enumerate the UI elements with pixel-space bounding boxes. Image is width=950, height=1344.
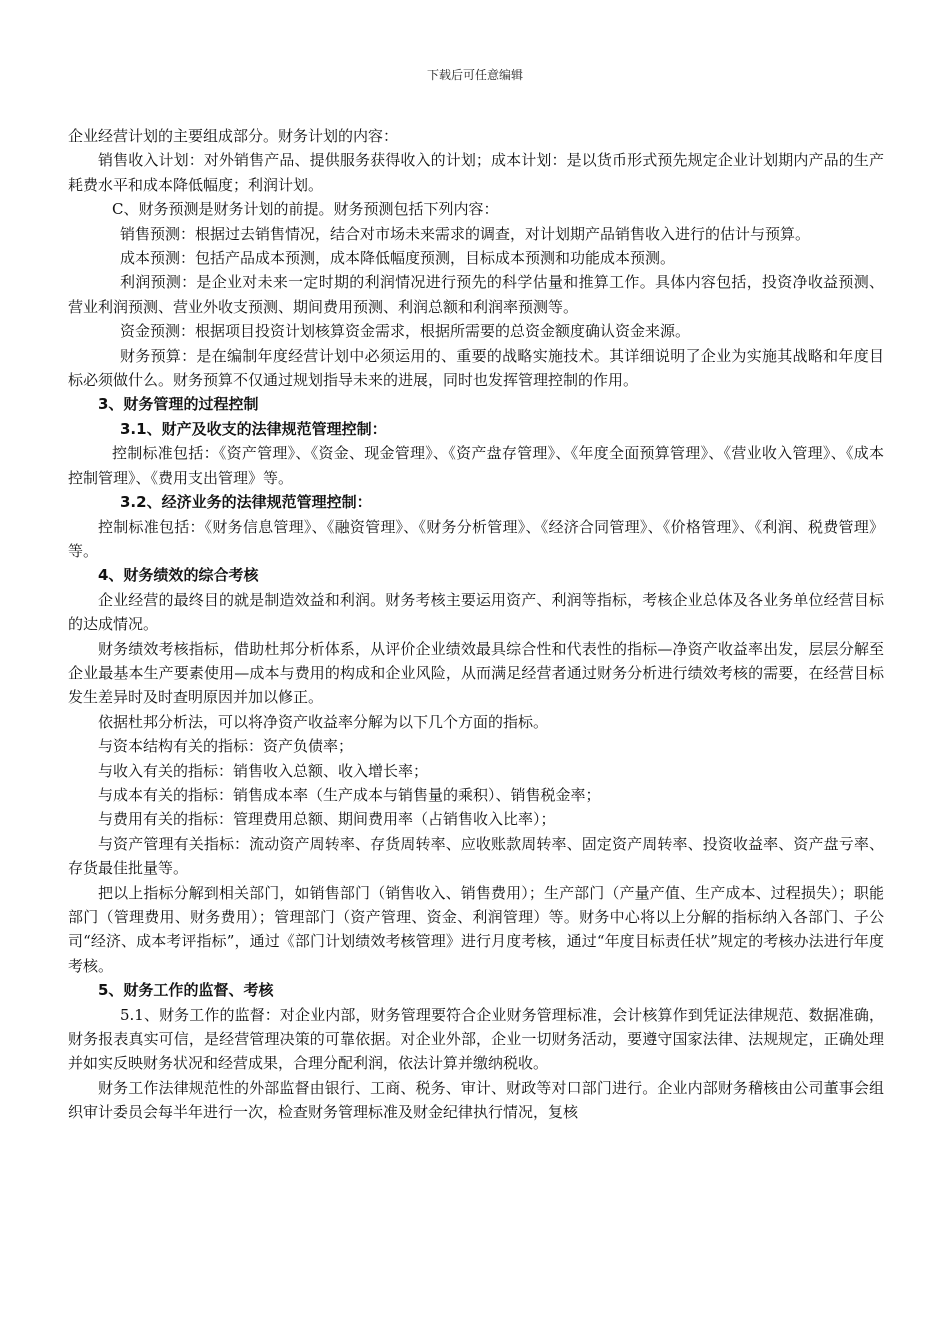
section-heading: 5、财务工作的监督、考核 (98, 981, 274, 1000)
section-heading: 3、财务管理的过程控制 (98, 395, 259, 414)
section-heading: 4、财务绩效的综合考核 (98, 566, 259, 585)
page-header: 下载后可任意编辑 (426, 68, 523, 82)
paragraph: 依据杜邦分析法，可以将净资产收益率分解为以下几个方面的指标。 (98, 712, 549, 731)
paragraph: 与收入有关的指标：销售收入总额、收入增长率； (98, 761, 429, 780)
paragraph: 企业经营计划的主要组成部分。财务计划的内容： (68, 127, 399, 145)
paragraph: 与费用有关的指标：管理费用总额、期间费用率（占销售收入比率）； (98, 810, 556, 829)
paragraph: 与成本有关的指标：销售成本率（生产成本与销售量的乘积）、销售税金率； (98, 785, 601, 804)
paragraph: 企业经营的最终目的就是制造效益和利润。财务考核主要运用资产、利润等指标，考核企业总体及各业务单位经营目标的达成情况。 (68, 590, 884, 634)
paragraph: 财务绩效考核指标，借助杜邦分析体系，从评价企业绩效最具综合性和代表性的指标—净资产收益率出发，层层分解至企业最基本生产要素使用—成本与费用的构成和企业风险，从而满足经营者通过财务分析进行绩效考核的需要，在经营目标发生差异时及时查明原因并加以修正。 (68, 639, 884, 707)
paragraph: 成本预测：包括产品成本预测，成本降低幅度预测，目标成本预测和功能成本预测。 (120, 249, 676, 268)
paragraph: C、财务预测是财务计划的前提。财务预测包括下列内容： (112, 200, 499, 219)
paragraph: 财务预算：是在编制年度经营计划中必须运用的、重要的战略实施技术。其详细说明了企业为实施其战略和年度目标必须做什么。财务预算不仅通过规划指导未来的进展，同时也发挥管理控制的作用。 (68, 346, 884, 390)
paragraph: 控制标准包括：《财务信息管理》、《融资管理》、《财务分析管理》、《经济合同管理》、《价格管理》、《利润、税费管理》等。 (68, 517, 884, 560)
section-heading: 3.1、财产及收支的法律规范管理控制： (120, 419, 387, 438)
document-body (68, 124, 884, 1125)
paragraph: 财务工作法律规范性的外部监督由银行、工商、税务、审计、财政等对口部门进行。企业内部财务稽核由公司董事会组织审计委员会每半年进行一次，检查财务管理标准及财金纪律执行情况，复核 (68, 1078, 884, 1122)
section-heading: 3.2、经济业务的法律规范管理控制： (120, 493, 372, 512)
paragraph: 5.1、财务工作的监督：对企业内部，财务管理要符合企业财务管理标准，会计核算作到凭证法律规范、数据准确，财务报表真实可信，是经营管理决策的可靠依据。对企业外部，企业一切财务活动，要遵守国家法律、法规规定，正确处理并如实反映财务状况和经营成果，合理分配利润，依法计算并缴纳税收。 (68, 1005, 884, 1073)
paragraph: 销售预测：根据过去销售情况，结合对市场未来需求的调查，对计划期产品销售收入进行的估计与预算。 (120, 224, 811, 243)
paragraph: 利润预测：是企业对未来一定时期的利润情况进行预先的科学估量和推算工作。具体内容包括，投资净收益预测、营业利润预测、营业外收支预测、期间费用预测、利润总额和利润率预测等。 (68, 273, 884, 316)
paragraph: 控制标准包括：《资产管理》、《资金、现金管理》、《资产盘存管理》、《年度全面预算管理》、《营业收入管理》、《成本控制管理》、《费用支出管理》等。 (68, 444, 884, 487)
paragraph: 销售收入计划：对外销售产品、提供服务获得收入的计划；成本计划：是以货币形式预先规定企业计划期内产品的生产耗费水平和成本降低幅度；利润计划。 (68, 151, 884, 194)
paragraph: 资金预测：根据项目投资计划核算资金需求，根据所需要的总资金额度确认资金来源。 (120, 322, 691, 341)
paragraph: 与资产管理有关指标：流动资产周转率、存货周转率、应收账款周转率、固定资产周转率、投资收益率、资产盘亏率、存货最佳批量等。 (68, 834, 884, 878)
paragraph: 与资本结构有关的指标：资产负债率； (98, 737, 354, 756)
paragraph: 把以上指标分解到相关部门，如销售部门（销售收入、销售费用）；生产部门（产量产值、生产成本、过程损失）；职能部门（管理费用、财务费用）；管理部门（资产管理、资金、利润管理）等。财务中心将以上分解的指标纳入各部门、子公司“经济、成本考评指标”，通过《部门计划绩效考核管理》进行月度考核，通过“年度目标责任状”规定的考核办法进行年度考核。 (68, 883, 884, 975)
